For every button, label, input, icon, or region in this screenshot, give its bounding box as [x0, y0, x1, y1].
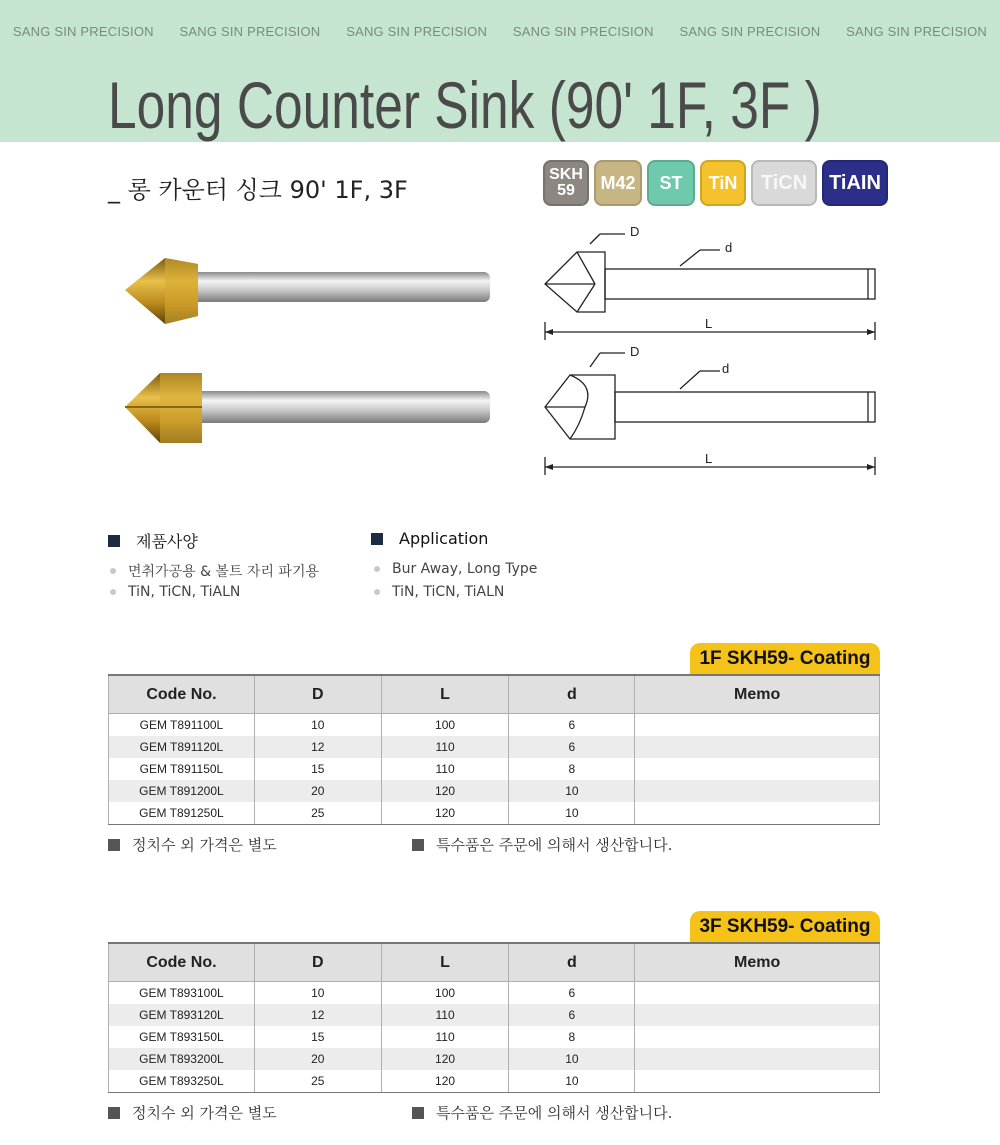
cell-d: 10 — [509, 1048, 635, 1070]
tialn-badge: TiAIN — [822, 160, 888, 206]
technical-drawing-3f — [535, 345, 885, 475]
price-note — [108, 834, 277, 855]
cell-D: 12 — [254, 1004, 381, 1026]
col-header-code: Code No. — [109, 675, 255, 714]
cell-code: GEM T891200L — [109, 780, 255, 802]
diagram-label-d: d — [725, 240, 733, 255]
col-header-d: d — [509, 943, 635, 982]
cell-D: 10 — [254, 982, 381, 1005]
application-item-text: TiN, TiCN, TiALN — [392, 584, 505, 600]
cell-code: GEM T893100L — [109, 982, 255, 1005]
col-header-code: Code No. — [109, 943, 255, 982]
cell-L: 120 — [381, 1070, 509, 1093]
col-header-D: D — [254, 943, 381, 982]
cell-d: 8 — [509, 1026, 635, 1048]
product-photo-1f — [120, 250, 500, 330]
brand-text: SANG SIN PRECISION — [512, 24, 654, 39]
skh-badge-bottom: 59 — [557, 182, 575, 199]
cell-memo — [635, 1026, 880, 1048]
material-badges — [543, 160, 888, 206]
m42-badge: M42 — [594, 160, 642, 206]
col-header-memo: Memo — [635, 943, 880, 982]
col-header-d: d — [509, 675, 635, 714]
dot-bullet-icon — [374, 589, 380, 595]
cell-code: GEM T893120L — [109, 1004, 255, 1026]
table-row — [109, 1048, 880, 1070]
square-bullet-icon — [108, 839, 120, 851]
diagram-label-d: d — [722, 361, 730, 376]
st-badge: ST — [647, 160, 695, 206]
diagram-label-L: L — [705, 451, 713, 466]
special-order-note-text: 특수품은 주문에 의해서 생산합니다. — [436, 1104, 673, 1122]
cell-D: 20 — [254, 780, 381, 802]
cell-d: 10 — [509, 1070, 635, 1093]
dot-bullet-icon — [110, 589, 116, 595]
cell-d: 6 — [509, 1004, 635, 1026]
cell-d: 6 — [509, 736, 635, 758]
specs-item — [110, 561, 319, 581]
cell-L: 120 — [381, 1048, 509, 1070]
application-heading-text: Application — [399, 529, 489, 548]
cell-code: GEM T891250L — [109, 802, 255, 825]
table-row — [109, 1070, 880, 1093]
specs-item-text: 면취가공용 & 볼트 자리 파기용 — [128, 564, 320, 580]
table-row — [109, 780, 880, 802]
page-subtitle: _ 롱 카운터 싱크 90' 1F, 3F — [108, 176, 408, 204]
cell-memo — [635, 1070, 880, 1093]
cell-code: GEM T891150L — [109, 758, 255, 780]
cell-D: 25 — [254, 802, 381, 825]
cell-memo — [635, 982, 880, 1005]
cell-code: GEM T893150L — [109, 1026, 255, 1048]
diagram-label-D: D — [630, 224, 640, 239]
diagram-label-L: L — [705, 316, 713, 331]
brand-text: SANG SIN PRECISION — [12, 24, 154, 39]
table-row — [109, 1004, 880, 1026]
skh59-badge — [543, 160, 589, 206]
square-bullet-icon — [108, 535, 120, 547]
brand-text: SANG SIN PRECISION — [679, 24, 821, 39]
application-heading — [371, 529, 488, 548]
brand-text: SANG SIN PRECISION — [846, 24, 988, 39]
col-header-L: L — [381, 943, 509, 982]
cell-d: 6 — [509, 714, 635, 737]
specs-item — [110, 584, 240, 600]
spec-table-1f — [108, 674, 880, 825]
col-header-memo: Memo — [635, 675, 880, 714]
cell-L: 110 — [381, 758, 509, 780]
cell-memo — [635, 802, 880, 825]
cell-L: 120 — [381, 780, 509, 802]
cell-d: 10 — [509, 780, 635, 802]
cell-memo — [635, 736, 880, 758]
cell-L: 100 — [381, 714, 509, 737]
col-header-L: L — [381, 675, 509, 714]
cell-D: 10 — [254, 714, 381, 737]
specs-heading — [108, 529, 198, 552]
specs-heading-text: 제품사양 — [136, 532, 198, 551]
specs-item-text: TiN, TiCN, TiALN — [128, 584, 241, 600]
cell-D: 25 — [254, 1070, 381, 1093]
application-item — [374, 584, 504, 600]
spec-table-3f — [108, 942, 880, 1093]
price-note — [108, 1102, 277, 1123]
cell-D: 12 — [254, 736, 381, 758]
cell-memo — [635, 1048, 880, 1070]
cell-code: GEM T893200L — [109, 1048, 255, 1070]
cell-memo — [635, 1004, 880, 1026]
tin-badge: TiN — [700, 160, 746, 206]
square-bullet-icon — [412, 1107, 424, 1119]
dot-bullet-icon — [110, 568, 116, 574]
ticn-badge: TiCN — [751, 160, 817, 206]
table-row — [109, 982, 880, 1005]
application-item — [374, 561, 537, 577]
cell-L: 110 — [381, 736, 509, 758]
cell-code: GEM T891100L — [109, 714, 255, 737]
cell-L: 100 — [381, 982, 509, 1005]
cell-d: 6 — [509, 982, 635, 1005]
square-bullet-icon — [412, 839, 424, 851]
cell-L: 110 — [381, 1026, 509, 1048]
table2-tag: 3F SKH59- Coating — [690, 911, 880, 943]
brand-text: SANG SIN PRECISION — [179, 24, 321, 39]
cell-D: 20 — [254, 1048, 381, 1070]
table-row — [109, 714, 880, 737]
cell-memo — [635, 714, 880, 737]
brand-repeat-row — [0, 24, 1000, 39]
cell-d: 10 — [509, 802, 635, 825]
table-row — [109, 736, 880, 758]
price-note-text: 정치수 외 가격은 별도 — [132, 1104, 277, 1122]
cell-memo — [635, 780, 880, 802]
cell-L: 120 — [381, 802, 509, 825]
diagram-label-D: D — [630, 345, 640, 359]
special-order-note — [412, 834, 672, 855]
table-row — [109, 802, 880, 825]
cell-memo — [635, 758, 880, 780]
col-header-D: D — [254, 675, 381, 714]
dot-bullet-icon — [374, 566, 380, 572]
cell-d: 8 — [509, 758, 635, 780]
application-item-text: Bur Away, Long Type — [392, 561, 538, 577]
table-row — [109, 758, 880, 780]
table-row — [109, 1026, 880, 1048]
square-bullet-icon — [108, 1107, 120, 1119]
cell-L: 110 — [381, 1004, 509, 1026]
special-order-note-text: 특수품은 주문에 의해서 생산합니다. — [436, 836, 673, 854]
special-order-note — [412, 1102, 672, 1123]
brand-text: SANG SIN PRECISION — [346, 24, 488, 39]
table1-tag: 1F SKH59- Coating — [690, 643, 880, 675]
skh-badge-top: SKH — [549, 166, 583, 183]
cell-code: GEM T891120L — [109, 736, 255, 758]
page-title: Long Counter Sink (90' 1F, 3F ) — [108, 68, 822, 142]
cell-D: 15 — [254, 758, 381, 780]
square-bullet-icon — [371, 533, 383, 545]
price-note-text: 정치수 외 가격은 별도 — [132, 836, 277, 854]
product-photo-3f — [120, 365, 500, 455]
cell-D: 15 — [254, 1026, 381, 1048]
cell-code: GEM T893250L — [109, 1070, 255, 1093]
technical-drawing-1f — [535, 222, 885, 342]
